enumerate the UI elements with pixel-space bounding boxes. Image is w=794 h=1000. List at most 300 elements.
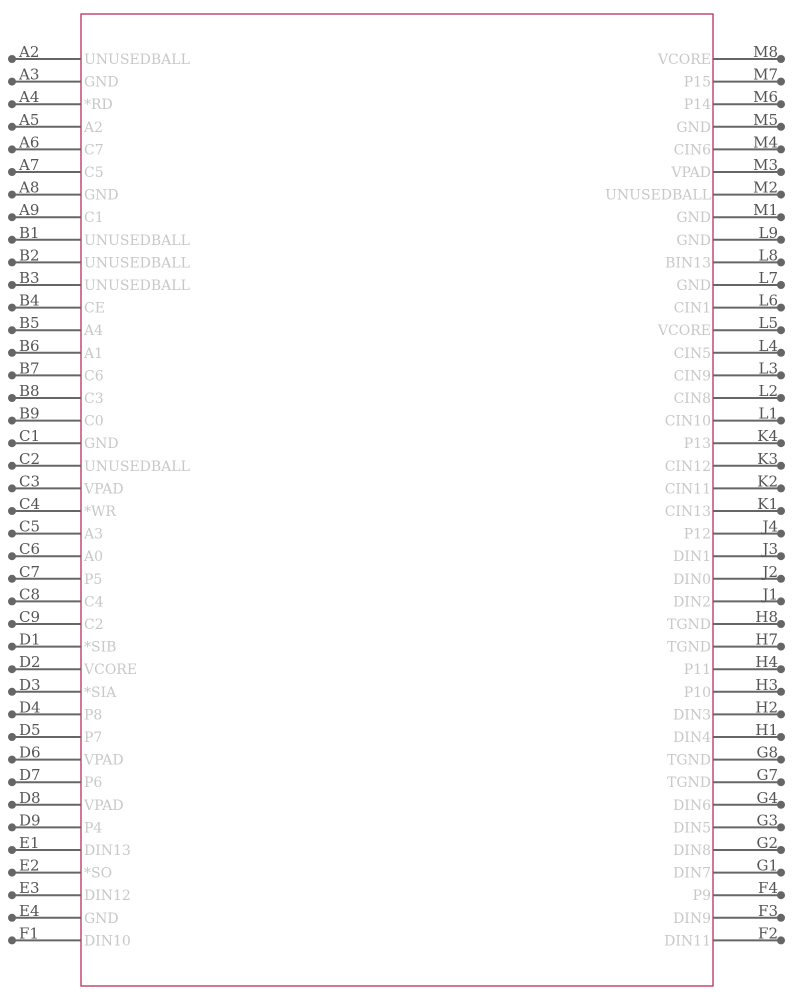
pin-number: C8	[19, 585, 41, 604]
pin-number: C2	[19, 449, 41, 468]
pin-terminal	[8, 439, 16, 447]
pin-name: CIN10	[664, 413, 711, 430]
pin-terminal	[8, 575, 16, 583]
pin-terminal	[8, 756, 16, 764]
pin-name: P7	[84, 730, 103, 746]
pin-name: CIN11	[664, 481, 711, 498]
pin-number: A7	[19, 156, 40, 174]
pin-terminal	[777, 258, 785, 266]
pin-name: UNUSEDBALL	[84, 458, 190, 475]
pin-number: D6	[19, 743, 41, 762]
pin-left-D1	[8, 631, 116, 656]
pin-left-A4	[8, 88, 113, 113]
pin-name: UNUSEDBALL	[84, 278, 190, 294]
pin-number: D1	[19, 630, 41, 649]
pin-name: DIN10	[84, 933, 131, 950]
pin-number: M5	[753, 110, 778, 129]
pin-name: GND	[84, 910, 119, 927]
pin-number: G3	[756, 811, 778, 830]
pin-name: C0	[84, 413, 104, 430]
pin-number: M1	[753, 201, 778, 220]
pin-number: K1	[757, 495, 778, 513]
pin-left-C9	[8, 608, 104, 633]
pin-number: K2	[757, 472, 778, 491]
pin-number: J1	[762, 585, 778, 604]
pin-left-B6	[8, 337, 103, 362]
pin-terminal	[8, 823, 16, 831]
pin-name: DIN3	[673, 707, 711, 724]
pin-left-D3	[8, 676, 117, 701]
pin-terminal	[8, 530, 16, 538]
pin-number: L4	[758, 336, 778, 355]
pin-number: A9	[19, 201, 40, 220]
pin-terminal	[777, 281, 785, 289]
pin-number: D8	[19, 788, 41, 807]
pin-name: TGND	[667, 617, 711, 633]
pin-left-A9	[8, 201, 104, 226]
pin-name: DIN7	[673, 865, 711, 882]
pin-name: UNUSEDBALL	[84, 232, 190, 249]
pin-number: M6	[753, 88, 778, 107]
pin-right-M1	[676, 201, 785, 226]
pin-number: A2	[19, 43, 40, 61]
pin-left-B3	[8, 269, 190, 294]
pin-left-C2	[8, 450, 190, 475]
pin-left-E4	[8, 902, 119, 927]
pin-name: P11	[683, 662, 711, 679]
pin-name: A1	[84, 345, 104, 362]
pin-terminal	[777, 597, 785, 605]
pin-number: C6	[19, 540, 41, 559]
pin-terminal	[8, 78, 16, 86]
pin-right-L7	[676, 269, 785, 294]
pin-left-D9	[8, 811, 102, 836]
pin-terminal	[777, 688, 785, 696]
pin-left-D7	[8, 766, 102, 791]
pin-left-B4	[8, 292, 105, 317]
pin-right-M5	[676, 111, 785, 136]
pin-right-M7	[684, 66, 785, 91]
pin-name: BIN13	[665, 255, 711, 272]
pin-number: A4	[19, 88, 40, 107]
pin-number: D5	[19, 721, 41, 739]
pin-name: P4	[84, 820, 103, 837]
pin-number: M8	[753, 43, 778, 61]
pin-number: H4	[755, 653, 778, 672]
pin-number: H1	[755, 721, 778, 739]
pin-number: A8	[19, 178, 40, 197]
pin-name: TGND	[667, 639, 711, 656]
pin-name: DIN2	[673, 594, 711, 611]
pin-terminal	[777, 304, 785, 312]
pin-name: DIN1	[673, 549, 711, 566]
pin-number: B7	[19, 359, 40, 378]
pin-name: CIN6	[673, 142, 711, 159]
pin-terminal	[777, 123, 785, 131]
pin-number: L3	[758, 359, 778, 378]
pin-terminal	[777, 530, 785, 538]
pin-left-B2	[8, 246, 190, 271]
pin-terminal	[777, 145, 785, 153]
pin-terminal	[8, 191, 16, 199]
pin-name: CIN1	[673, 300, 711, 317]
pin-name: GND	[84, 187, 119, 204]
pin-name: CIN13	[664, 504, 711, 520]
pin-number: C1	[19, 427, 41, 446]
pin-terminal	[777, 371, 785, 379]
pin-number: H8	[755, 608, 778, 626]
pin-number: D7	[19, 766, 41, 785]
pin-name: VPAD	[84, 797, 124, 814]
pin-terminal	[777, 191, 785, 199]
pin-terminal	[8, 55, 16, 63]
pin-right-F4	[693, 879, 785, 904]
pin-name: C2	[84, 617, 104, 633]
pin-left-A5	[8, 111, 103, 136]
pin-number: L1	[758, 404, 778, 423]
right-pin-group	[605, 43, 785, 949]
pin-left-E1	[8, 834, 131, 859]
left-pin-group	[8, 43, 190, 949]
pin-right-H8	[667, 608, 785, 633]
pin-terminal	[8, 801, 16, 809]
pin-right-H7	[667, 631, 785, 656]
pin-left-C4	[8, 495, 116, 520]
pin-number: E2	[19, 856, 40, 875]
pin-right-M3	[670, 156, 785, 181]
pin-right-L5	[657, 314, 785, 339]
pin-name: DIN4	[673, 730, 711, 746]
pin-right-M4	[674, 133, 785, 158]
pin-terminal	[777, 733, 785, 741]
pin-name: C5	[84, 165, 104, 181]
pin-right-K4	[684, 427, 785, 452]
pin-number: F2	[758, 924, 778, 943]
pin-name: P14	[683, 97, 711, 114]
pin-left-E3	[8, 879, 131, 904]
pin-name: TGND	[667, 775, 711, 792]
pin-terminal	[8, 869, 16, 877]
pin-left-D5	[8, 721, 102, 746]
pin-terminal	[8, 236, 16, 244]
pin-right-G1	[673, 857, 785, 882]
pin-name: GND	[676, 119, 711, 136]
pin-number: L5	[758, 314, 778, 333]
pin-terminal	[777, 417, 785, 425]
pin-number: C4	[19, 495, 41, 513]
pin-left-E2	[8, 857, 112, 882]
pin-number: H7	[755, 630, 778, 649]
pin-terminal	[777, 936, 785, 944]
pin-terminal	[777, 507, 785, 515]
pin-left-C7	[8, 563, 102, 588]
pin-left-B5	[8, 314, 103, 339]
pin-terminal	[777, 665, 785, 673]
pin-terminal	[777, 484, 785, 492]
pin-number: M3	[753, 156, 778, 174]
pin-number: J3	[762, 540, 778, 559]
pin-right-K3	[665, 450, 785, 475]
pin-name: GND	[676, 278, 711, 294]
pin-number: B2	[19, 246, 40, 265]
pin-terminal	[777, 575, 785, 583]
pin-terminal	[8, 394, 16, 402]
pin-terminal	[8, 688, 16, 696]
pin-right-H4	[684, 653, 785, 678]
pin-number: B4	[19, 291, 40, 310]
pin-right-H1	[673, 721, 785, 746]
pin-name: P15	[683, 74, 711, 91]
pin-terminal	[777, 213, 785, 221]
pin-number: H3	[755, 675, 778, 694]
pin-name: TGND	[667, 752, 711, 769]
pin-left-A2	[8, 43, 190, 68]
ic-body-outline	[81, 14, 713, 986]
pin-name: GND	[676, 232, 711, 249]
pin-left-A6	[8, 133, 104, 158]
pin-terminal	[8, 349, 16, 357]
pin-number: A5	[19, 110, 40, 129]
pin-right-L9	[676, 224, 785, 249]
pin-right-L2	[674, 382, 785, 407]
pin-terminal	[777, 349, 785, 357]
pin-left-C6	[8, 540, 103, 565]
pin-terminal	[8, 417, 16, 425]
pin-name: GND	[84, 74, 119, 91]
pin-number: C3	[19, 472, 41, 491]
pin-name: DIN8	[673, 843, 711, 859]
pin-right-L3	[674, 359, 785, 384]
pin-right-J4	[684, 518, 785, 543]
pin-right-F3	[673, 902, 785, 927]
pin-name: UNUSEDBALL	[605, 187, 711, 204]
pin-terminal	[8, 620, 16, 628]
pin-terminal	[8, 597, 16, 605]
pin-number: L2	[758, 382, 778, 400]
pin-name: UNUSEDBALL	[84, 52, 190, 68]
pin-terminal	[8, 462, 16, 470]
pin-left-C5	[8, 518, 103, 543]
pin-number: D2	[19, 653, 41, 672]
pin-number: E4	[19, 901, 40, 920]
pin-name: GND	[676, 210, 711, 227]
pin-number: K3	[757, 449, 778, 468]
pin-number: H2	[755, 698, 778, 717]
pin-number: B6	[19, 336, 40, 355]
pin-terminal	[777, 439, 785, 447]
pin-right-M2	[605, 179, 785, 204]
pin-right-J3	[673, 540, 785, 565]
pin-terminal	[777, 778, 785, 786]
pin-right-K2	[665, 472, 785, 497]
pin-name: VPAD	[84, 481, 124, 498]
pin-terminal	[777, 326, 785, 334]
pin-number: F1	[19, 924, 39, 943]
pin-name: DIN6	[673, 797, 711, 814]
pin-terminal	[8, 733, 16, 741]
pin-name: P5	[84, 571, 103, 588]
pin-terminal	[8, 304, 16, 312]
pin-left-D2	[8, 653, 137, 678]
pin-right-M6	[684, 88, 785, 113]
pin-name: *RD	[84, 97, 113, 114]
pin-right-G7	[667, 766, 785, 791]
pin-name: DIN12	[84, 888, 131, 905]
pin-terminal	[8, 281, 16, 289]
pin-terminal	[8, 778, 16, 786]
pin-left-C1	[8, 427, 119, 452]
pin-terminal	[8, 326, 16, 334]
pin-left-C3	[8, 472, 124, 497]
pin-name: P9	[692, 888, 711, 905]
pin-number: B5	[19, 314, 40, 333]
pin-number: D3	[19, 675, 41, 694]
pin-terminal	[8, 145, 16, 153]
pin-name: P6	[84, 775, 103, 792]
pin-number: A6	[19, 133, 40, 152]
pin-name: C6	[84, 368, 104, 385]
pin-terminal	[8, 258, 16, 266]
pin-left-A8	[8, 179, 119, 204]
pin-terminal	[8, 507, 16, 515]
pin-name: GND	[84, 436, 119, 453]
pin-number: B8	[19, 382, 40, 400]
pin-number: A3	[19, 65, 40, 84]
pin-number: J2	[762, 562, 778, 581]
pin-left-D8	[8, 789, 124, 814]
pin-number: M4	[753, 133, 778, 152]
pin-left-D4	[8, 698, 102, 723]
pin-name: *WR	[84, 504, 116, 520]
pin-number: L6	[758, 291, 778, 310]
pin-right-G8	[667, 744, 785, 769]
pin-terminal	[777, 394, 785, 402]
pin-left-D6	[8, 744, 124, 769]
pin-number: C5	[19, 517, 41, 536]
pin-name: *SO	[84, 865, 113, 882]
pin-left-B9	[8, 405, 104, 430]
pin-right-F2	[664, 924, 785, 949]
pin-name: VCORE	[84, 662, 138, 679]
pin-name: A3	[84, 526, 104, 543]
pin-right-L6	[674, 292, 785, 317]
pin-terminal	[777, 756, 785, 764]
pin-left-B7	[8, 359, 104, 384]
pin-name: A2	[84, 119, 104, 136]
pin-right-G4	[673, 789, 785, 814]
pin-number: M7	[753, 65, 778, 84]
pin-number: D9	[19, 811, 41, 830]
pin-terminal	[8, 891, 16, 899]
pin-name: VCORE	[657, 323, 711, 340]
pin-name: DIN0	[673, 571, 711, 588]
pin-right-L4	[674, 337, 785, 362]
pin-number: L8	[758, 246, 778, 265]
pin-right-L8	[665, 246, 785, 271]
pin-name: CIN9	[673, 368, 711, 385]
pin-terminal	[8, 846, 16, 854]
pin-name: UNUSEDBALL	[84, 255, 190, 272]
pin-name: CIN8	[673, 391, 711, 407]
pin-terminal	[777, 801, 785, 809]
pin-number: F3	[758, 901, 778, 920]
pin-left-F1	[8, 924, 131, 949]
pin-left-A3	[8, 66, 119, 91]
pin-number: M2	[753, 178, 778, 197]
pin-name: P13	[683, 436, 711, 453]
pin-name: *SIB	[84, 639, 117, 656]
pin-name: C7	[84, 142, 104, 159]
pin-terminal	[777, 620, 785, 628]
pin-name: VCORE	[657, 52, 711, 68]
pin-name: VPAD	[671, 165, 711, 181]
pin-name: *SIA	[84, 684, 117, 701]
pin-number: L7	[758, 269, 778, 287]
pin-terminal	[777, 710, 785, 718]
pin-terminal	[8, 213, 16, 221]
pin-terminal	[777, 78, 785, 86]
pin-number: K4	[757, 427, 778, 446]
pin-name: C3	[84, 391, 104, 407]
pin-terminal	[777, 846, 785, 854]
pin-name: P12	[683, 526, 711, 543]
pin-number: G7	[756, 766, 778, 785]
pin-terminal	[8, 123, 16, 131]
pin-name: VPAD	[84, 752, 124, 769]
pin-number: G8	[756, 743, 778, 762]
pin-left-A7	[8, 156, 104, 181]
pin-name: CIN12	[664, 458, 711, 475]
pin-right-M8	[657, 43, 785, 68]
pin-right-H2	[673, 698, 785, 723]
pin-name: C4	[84, 594, 104, 611]
pin-name: P8	[84, 707, 103, 724]
pin-terminal	[777, 914, 785, 922]
pin-right-J2	[673, 563, 785, 588]
pin-number: E1	[19, 834, 40, 852]
pin-right-G3	[673, 811, 785, 836]
pin-right-G2	[673, 834, 785, 859]
pin-number: L9	[758, 223, 778, 242]
pin-number: G2	[756, 834, 778, 852]
pin-name: P10	[683, 684, 711, 701]
pin-name: A0	[84, 549, 104, 566]
pin-number: F4	[758, 879, 778, 898]
pin-number: C7	[19, 562, 41, 581]
pin-number: G4	[756, 788, 778, 807]
pin-terminal	[777, 552, 785, 560]
pin-terminal	[777, 643, 785, 651]
pin-right-H3	[684, 676, 785, 701]
pin-terminal	[777, 236, 785, 244]
pin-name: DIN9	[673, 910, 711, 927]
pin-terminal	[8, 643, 16, 651]
pin-number: G1	[756, 856, 778, 875]
pin-number: J4	[762, 517, 778, 536]
pin-right-L1	[665, 405, 785, 430]
pin-left-C8	[8, 585, 104, 610]
pin-terminal	[777, 100, 785, 108]
pin-terminal	[777, 168, 785, 176]
pin-left-B8	[8, 382, 104, 407]
pin-terminal	[8, 371, 16, 379]
pin-terminal	[8, 552, 16, 560]
pin-terminal	[777, 869, 785, 877]
pin-number: E3	[19, 879, 40, 898]
pin-right-K1	[665, 495, 785, 520]
pin-number: B1	[19, 223, 40, 242]
pin-terminal	[777, 891, 785, 899]
